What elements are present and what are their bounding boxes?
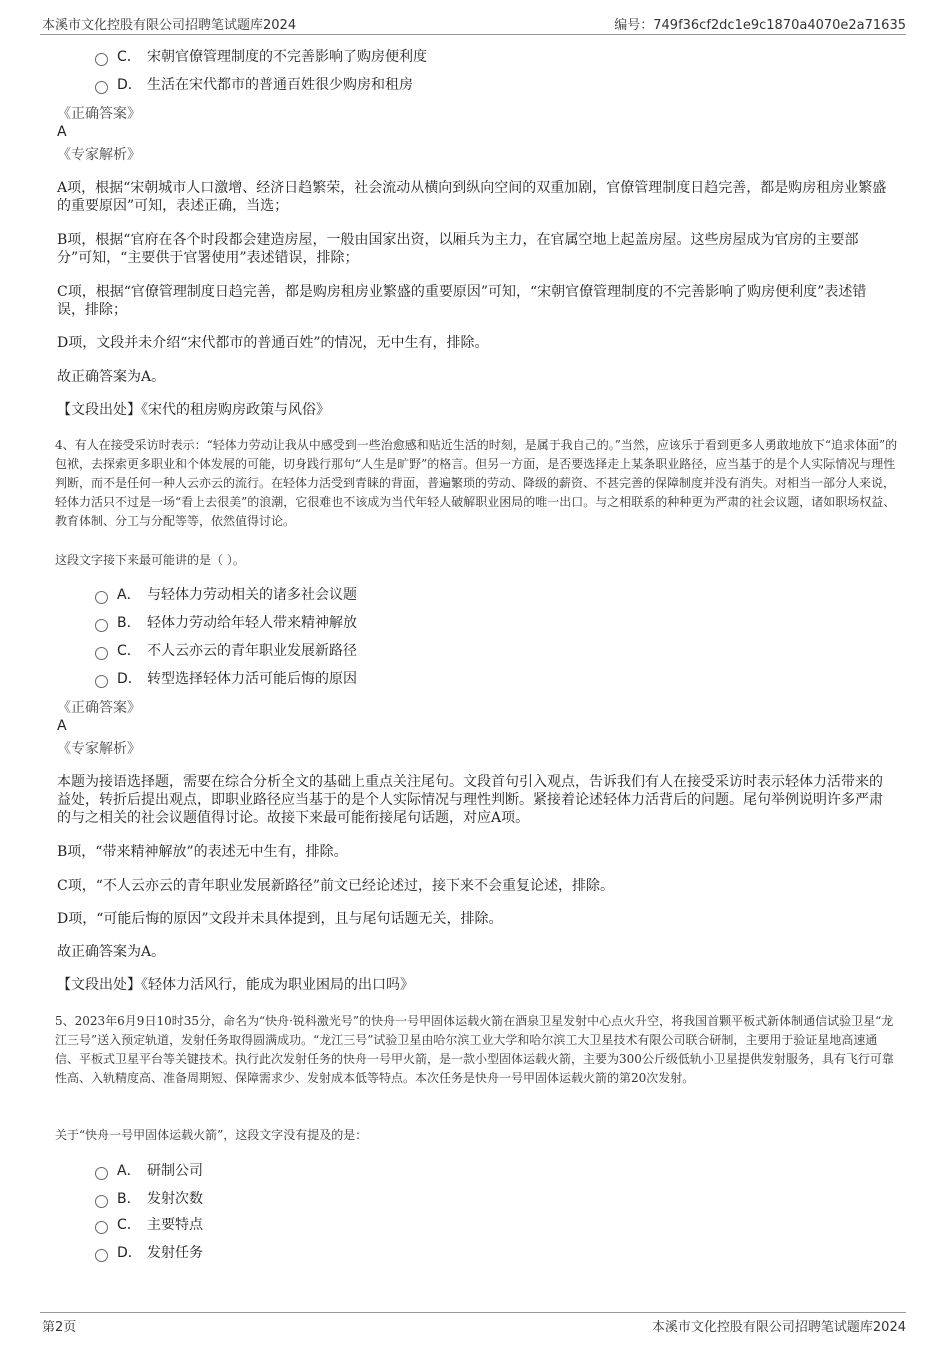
radio-icon[interactable] bbox=[95, 81, 108, 94]
q4-option-b[interactable]: B． 轻体力劳动给年轻人带来精神解放 bbox=[95, 614, 357, 632]
radio-icon[interactable] bbox=[95, 1195, 108, 1208]
footer-title: 本溪市文化控股有限公司招聘笔试题库2024 bbox=[651, 1320, 906, 1335]
q3-analysis-label: 《专家解析》 bbox=[57, 147, 141, 163]
header-title: 本溪市文化控股有限公司招聘笔试题库2024 bbox=[42, 18, 297, 33]
q4-answer-label: 《正确答案》 bbox=[57, 700, 141, 716]
q3-analysis-b: B项，根据“官府在各个时段都会建造房屋，一般由国家出资，以厢兵为主力，在官属空地上起盖房屋。这些房屋成为官房的主要部分”可知，“主要供于官署使用”表述错误，排除； bbox=[57, 232, 859, 266]
q3-conclusion: 故正确答案为A。 bbox=[57, 369, 166, 385]
q4-answer: A bbox=[57, 718, 67, 734]
q4-source: 【文段出处】《轻体力活风行，能成为职业困局的出口吗》 bbox=[57, 977, 414, 993]
radio-icon[interactable] bbox=[95, 1167, 108, 1180]
q3-option-c[interactable]: C． 宋朝官僚管理制度的不完善影响了购房便利度 bbox=[95, 48, 427, 66]
q5-option-b[interactable]: B． 发射次数 bbox=[95, 1190, 203, 1208]
page-footer bbox=[40, 1312, 906, 1333]
radio-icon[interactable] bbox=[95, 619, 108, 632]
q5-option-d[interactable]: D． 发射任务 bbox=[95, 1244, 203, 1262]
q4-analysis-label: 《专家解析》 bbox=[57, 741, 141, 757]
q4-analysis-b: B项，“带来精神解放”的表述无中生有，排除。 bbox=[57, 844, 348, 860]
radio-icon[interactable] bbox=[95, 1221, 108, 1234]
q5-stem: 5、2023年6月9日10时35分，命名为“快舟·锐科激光号”的快舟一号甲固体运载火箭在酒泉卫星发射中心点火升空，将我国首颗平板式新体制通信试验卫星“龙江三号”送入预定轨道，发射任务取得圆满成功。“龙江三号”试验卫星由哈尔滨工业大学和哈尔滨工大卫星技术有限公司联合研制，主要用于验证星地高速通信、平板式卫星平台等关键技术。执行此次发射任务的快舟一号甲火箭，是一款小型固体运载火箭，主要为300公斤级低轨小卫星提供发射服务，具有飞行可靠性高、入轨精度高、准备周期短、保障需求少、发射成本低等特点。本次任务是快舟一号甲固体运载火箭的第20次发射。 bbox=[55, 1014, 894, 1085]
q4-question: 这段文字接下来最可能讲的是（ ）。 bbox=[55, 553, 245, 567]
radio-icon[interactable] bbox=[95, 591, 108, 604]
radio-icon[interactable] bbox=[95, 675, 108, 688]
q3-answer-label: 《正确答案》 bbox=[57, 106, 141, 122]
q4-analysis-main: 本题为接语选择题，需要在综合分析全文的基础上重点关注尾句。文段首句引入观点，告诉我们有人在接受采访时表示轻体力活带来的益处，转折后提出观点，即职业路径应当基于的是个人实际情况与理性判断。紧接着论述轻体力活背后的问题。尾句举例说明许多严肃的与之相关的社会议题值得讨论。故接下来最可能衔接尾句话题，对应A项。 bbox=[57, 774, 883, 826]
q5-option-c[interactable]: C． 主要特点 bbox=[95, 1216, 203, 1234]
q5-option-a[interactable]: A． 研制公司 bbox=[95, 1162, 203, 1180]
q4-option-c[interactable]: C． 不人云亦云的青年职业发展新路径 bbox=[95, 642, 357, 660]
q4-option-a[interactable]: A． 与轻体力劳动相关的诸多社会议题 bbox=[95, 586, 357, 604]
q4-option-d[interactable]: D． 转型选择轻体力活可能后悔的原因 bbox=[95, 670, 357, 688]
q4-analysis-d: D项，“可能后悔的原因”文段并未具体提到，且与尾句话题无关，排除。 bbox=[57, 911, 503, 927]
q3-analysis-d: D项，文段并未介绍“宋代都市的普通百姓”的情况，无中生有，排除。 bbox=[57, 335, 489, 351]
q3-answer: A bbox=[57, 124, 67, 140]
radio-icon[interactable] bbox=[95, 647, 108, 660]
q3-analysis-a: A项，根据“宋朝城市人口激增、经济日趋繁荣，社会流动从横向到纵向空间的双重加剧，官僚管理制度日趋完善，都是购房租房业繁盛的重要原因”可知，表述正确，当选； bbox=[57, 180, 887, 214]
radio-icon[interactable] bbox=[95, 1249, 108, 1262]
q3-source: 【文段出处】《宋代的租房购房政策与风俗》 bbox=[57, 402, 330, 418]
q5-question: 关于“快舟一号甲固体运载火箭”，这段文字没有提及的是： bbox=[55, 1128, 368, 1142]
header-doc-id: 编号：749f36cf2dc1e9c1870a4070e2a71635 bbox=[614, 18, 906, 33]
q4-stem: 4、有人在接受采访时表示：“轻体力劳动让我从中感受到一些治愈感和贴近生活的时刻，是属于我自己的。”当然，应该乐于看到更多人勇敢地放下“追求体面”的包袱，去探索更多职业和个体发展的可能，切身践行那句“人生是旷野”的格言。但另一方面，是否要选择走上某条职业路径，应当基于的是个人实际情况与理性判断，而不是任何一种人云亦云的流行。在轻体力活受到青睐的背面，普遍繁琐的劳动、降级的薪资、不甚完善的保障制度并没有消失。对相当一部分人来说，轻体力活只不过是一场“看上去很美”的浪潮，它很难也不该成为当代年轻人破解职业困局的唯一出口。与之相联系的种种更为严肃的社会议题，诸如职场权益、教育体制、分工与分配等等，依然值得讨论。 bbox=[55, 438, 898, 528]
q4-conclusion: 故正确答案为A。 bbox=[57, 944, 166, 960]
q3-option-d[interactable]: D． 生活在宋代都市的普通百姓很少购房和租房 bbox=[95, 76, 413, 94]
q3-analysis-c: C项，根据“官僚管理制度日趋完善，都是购房租房业繁盛的重要原因”可知，“宋朝官僚管理制度的不完善影响了购房便利度”表述错误，排除； bbox=[57, 284, 867, 318]
q4-analysis-c: C项，“不人云亦云的青年职业发展新路径”前文已经论述过，接下来不会重复论述，排除。 bbox=[57, 878, 615, 894]
page-number: 第2页 bbox=[42, 1320, 77, 1335]
radio-icon[interactable] bbox=[95, 53, 108, 66]
page-header bbox=[40, 12, 906, 35]
